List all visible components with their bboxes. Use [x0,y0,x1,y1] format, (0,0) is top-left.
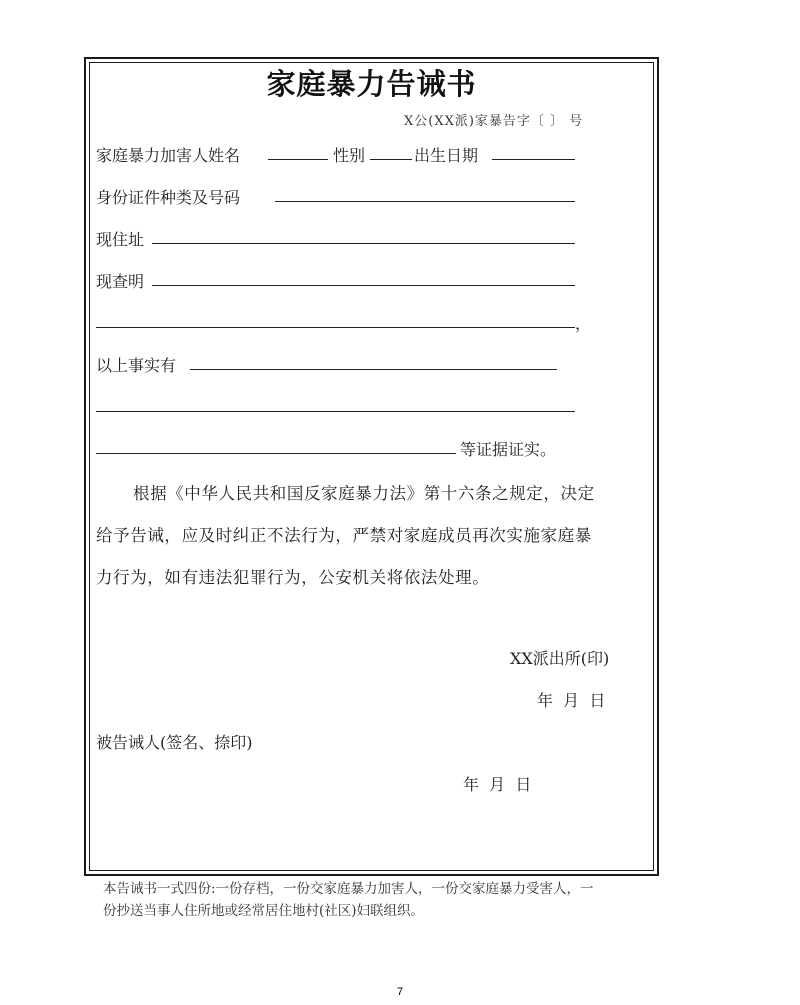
id-label: 身份证件种类及号码 [96,188,241,207]
finding-comma: ， [575,314,592,333]
body-line-1: 根据《中华人民共和国反家庭暴力法》第十六条之规定，决定 [133,484,595,503]
address-label: 现住址 [96,230,145,249]
evidence-field-line-1[interactable] [96,411,575,412]
recipient-date: 年 月 日 [463,775,532,794]
gender-field[interactable] [370,159,412,160]
footer-note-line-1: 本告诫书一式四份:一份存档，一份交家庭暴力加害人，一份交家庭暴力受害人，一 [103,881,594,897]
body-line-3: 力行为，如有违法犯罪行为，公安机关将依法处理。 [96,568,490,587]
document-number: X公(XX派)家暴告字〔 〕 号 [404,114,584,129]
birth-date-field[interactable] [492,159,575,160]
issuer-date: 年 月 日 [537,691,606,710]
finding-field[interactable] [152,285,575,286]
evidence-suffix: 等证据证实。 [460,440,557,459]
evidence-field-line-2[interactable] [96,453,456,454]
body-line-2: 给予告诫，应及时纠正不法行为，严禁对家庭成员再次实施家庭暴 [96,526,592,545]
birth-date-label: 出生日期 [414,146,479,165]
id-field[interactable] [275,201,575,202]
perpetrator-name-field[interactable] [268,159,328,160]
footer-note-line-2: 份抄送当事人住所地或经常居住地村(社区)妇联组织。 [103,903,425,919]
page-number: 7 [396,986,404,998]
facts-label: 以上事实有 [96,356,177,375]
gender-label: 性别 [333,146,366,165]
document-title: 家庭暴力告诫书 [266,67,477,101]
issuer-seal: XX派出所(印) [510,649,610,668]
recipient-signature-label: 被告诫人(签名、捺印) [96,733,253,752]
address-field[interactable] [152,243,575,244]
perpetrator-name-label: 家庭暴力加害人姓名 [96,146,241,165]
finding-continuation-field[interactable] [96,327,575,328]
facts-field[interactable] [190,369,557,370]
finding-label: 现查明 [96,272,145,291]
